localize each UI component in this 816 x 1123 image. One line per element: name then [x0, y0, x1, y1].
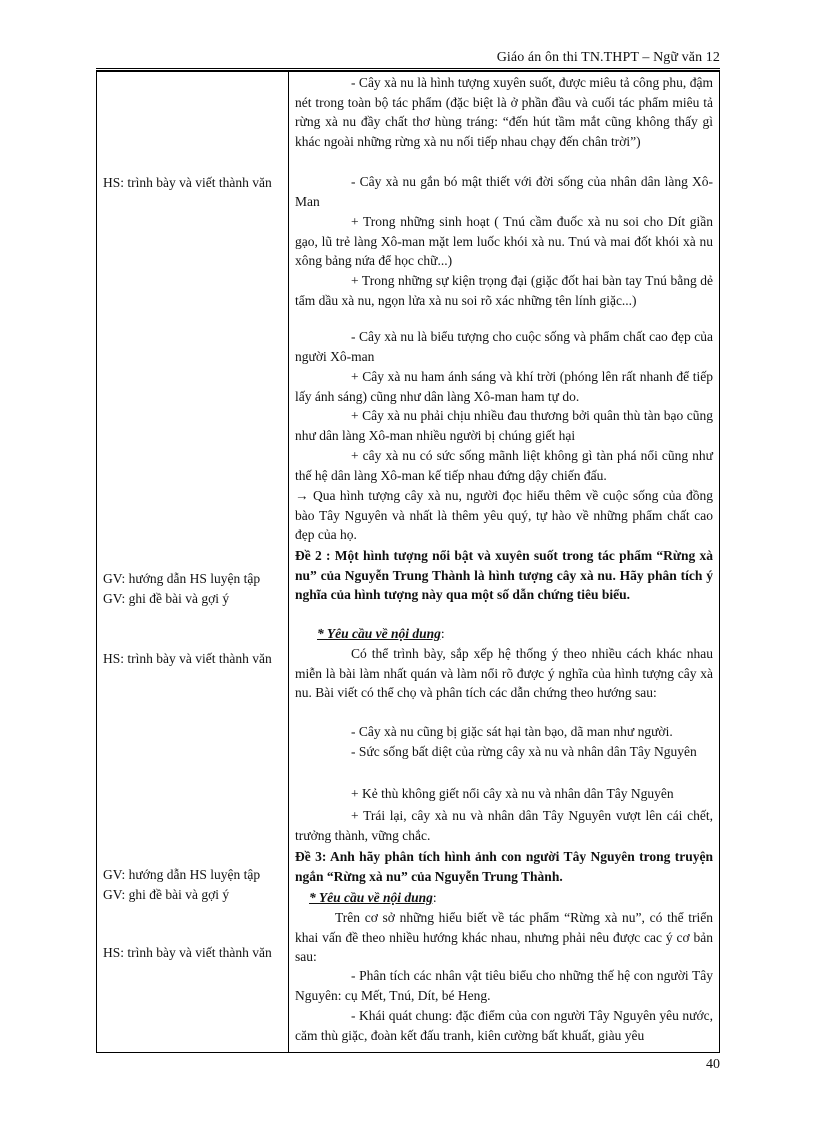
column-divider — [288, 71, 289, 1052]
para-5: - Cây xà nu là biểu tượng cho cuộc sống và phẩm chất cao đẹp của người Xô-man — [295, 329, 713, 364]
header-rule — [96, 68, 720, 69]
left-note-hs-2: HS: trình bày và viết thành văn — [103, 651, 272, 666]
para-1: - Cây xà nu là hình tượng xuyên suốt, được miêu tả công phu, đậm nét trong toàn bộ tác phẩm (đặc biệt là ở phần đầu và cuối tác phẩm miêu tả rừng xà nu đầy chất thơ hùng tráng: “đến hút tầm mắt cũng không thấy gì khác ngoài những rừng xà nu nối tiếp nhau chạy đến chân trời”) — [295, 75, 713, 149]
para-9 — [295, 486, 713, 545]
requirement-heading-2 — [295, 888, 713, 908]
left-note-gv-topic-2: GV: ghi đề bài và gợi ý — [103, 887, 230, 902]
page-number: 40 — [706, 1057, 720, 1072]
requirement-colon-1: : — [440, 626, 445, 641]
para-8: + cây xà nu có sức sống mãnh liệt không gì tàn phá nổi cũng như thế hệ dân làng Xô-man kế tiếp nhau đứng dậy chiến đấu. — [295, 448, 713, 483]
header-title: Giáo án ôn thi TN.THPT – Ngữ văn 12 — [496, 50, 720, 65]
para-9-text: Qua hình tượng cây xà nu, người đọc hiểu thêm về cuộc sống của đồng bào Tây Nguyên và nhất là thêm yêu quý, tự hào về những phẩm chất cao đẹp của họ. — [295, 488, 713, 542]
para-7: + Cây xà nu phải chịu nhiều đau thương bởi quân thù tàn bạo cũng như dân làng Xô-man nhiều người bị chúng giết hại — [295, 408, 713, 443]
para-s1: Trên cơ sở những hiểu biết về tác phẩm “Rừng xà nu”, có thể triển khai vấn đề theo nhiều hướng khác nhau, nhưng phải nêu được cac ý cơ bản sau: — [295, 910, 713, 964]
requirement-label-2: * Yêu cầu về nội dung — [309, 890, 433, 905]
topic-2: Đề 2 : Một hình tượng nổi bật và xuyên suốt trong tác phẩm “Rừng xà nu” của Nguyễn Trung Thành là hình tượng cây xà nu. Hãy phân tích ý nghĩa của hình tượng này qua một số dẫn chứng tiêu biểu. — [295, 548, 713, 602]
para-3: + Trong những sinh hoạt ( Tnú cầm đuốc xà nu soi cho Dít giần gạo, lũ trẻ làng Xô-man mặt lem luốc khói xà nu. Tnú và mai đốt khói xà nu xông bảng nứa để học chữ...) — [295, 214, 713, 268]
left-note-gv-guide-1: GV: hướng dẫn HS luyện tập — [103, 571, 261, 586]
para-q4: + Kẻ thù không giết nổi cây xà nu và nhân dân Tây Nguyên — [351, 786, 674, 801]
arrow-icon: → — [295, 488, 309, 503]
lesson-table — [96, 70, 720, 1053]
para-2: - Cây xà nu gắn bó mật thiết với đời sống của nhân dân làng Xô-Man — [295, 174, 713, 209]
page-header — [96, 48, 720, 70]
para-4: + Trong những sự kiện trọng đại (giặc đốt hai bàn tay Tnú bằng dẻ tẩm dầu xà nu, ngọn lửa xà nu soi rõ xác những tên lính giặc...) — [295, 273, 713, 308]
para-q3: - Sức sống bất diệt của rừng cây xà nu và nhân dân Tây Nguyên — [351, 744, 697, 759]
left-note-gv-guide-2: GV: hướng dẫn HS luyện tập — [103, 867, 261, 882]
para-q2: - Cây xà nu cũng bị giặc sát hại tàn bạo, dã man như người. — [351, 724, 673, 739]
requirement-label-1: * Yêu cầu về nội dung — [317, 626, 441, 641]
topic-3: Đề 3: Anh hãy phân tích hình ảnh con người Tây Nguyên trong truyện ngắn “Rừng xà nu” của Nguyễn Trung Thành. — [295, 849, 713, 884]
left-note-gv-topic-1: GV: ghi đề bài và gợi ý — [103, 591, 230, 606]
para-q1: Có thể trình bày, sắp xếp hệ thống ý theo nhiều cách khác nhau miễn là bài làm nhất quán và làm nổi rõ được ý nghĩa của hình tượng cây xà nu. Bài viết có thể chọ và phân tích các dẫn chứng theo hướng sau: — [295, 646, 713, 700]
para-s3: - Khái quát chung: đặc điểm của con người Tây Nguyên yêu nước, căm thù giặc, đoàn kết đấu tranh, kiên cường bất khuất, giàu yêu — [295, 1008, 713, 1043]
requirement-colon-2: : — [432, 890, 437, 905]
para-s2: - Phân tích các nhân vật tiêu biểu cho những thế hệ con người Tây Nguyên: cụ Mết, Tnú, Dít, bé Heng. — [295, 968, 713, 1003]
para-q5: + Trái lại, cây xà nu và nhân dân Tây Nguyên vượt lên cái chết, trưởng thành, vững chắc. — [295, 808, 713, 843]
para-6: + Cây xà nu ham ánh sáng và khí trời (phóng lên rất nhanh để tiếp lấy ánh sáng) cũng như dân làng Xô-man ham tự do. — [295, 369, 713, 404]
requirement-heading-1 — [295, 624, 713, 644]
left-note-hs-1: HS: trình bày và viết thành văn — [103, 175, 272, 190]
left-note-hs-3: HS: trình bày và viết thành văn — [103, 945, 272, 960]
